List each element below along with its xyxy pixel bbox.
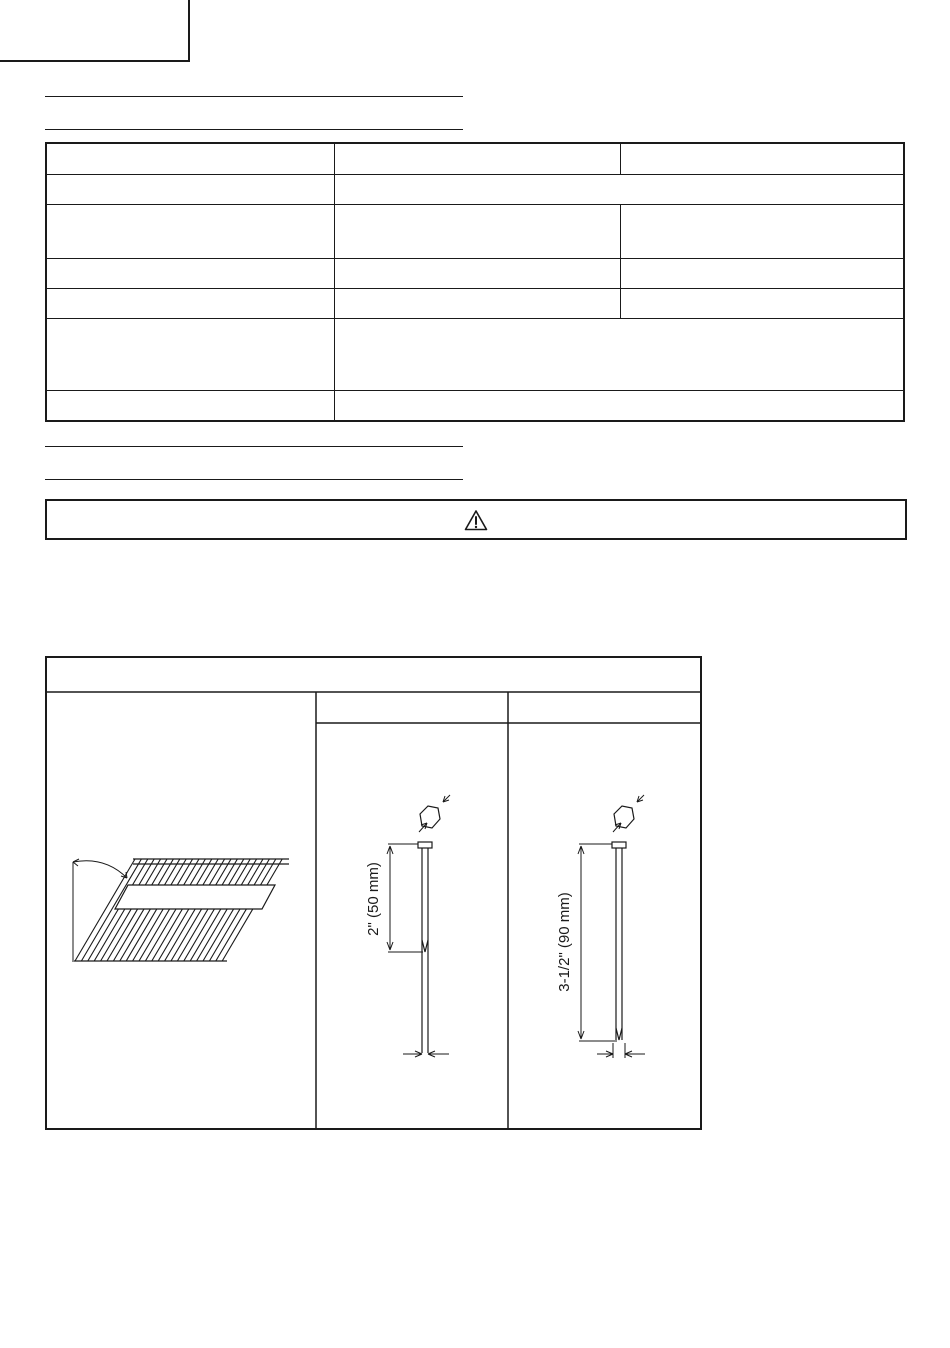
strip-nail (165, 859, 225, 961)
table-row (46, 288, 904, 318)
strip-nail (209, 859, 269, 961)
strip-nail (152, 859, 212, 961)
strip-nail (139, 859, 199, 961)
table-cell (335, 204, 621, 258)
section-rule-2-top (45, 446, 463, 447)
long-nail-diagram (556, 795, 645, 1058)
table-row (46, 319, 904, 391)
table-cell (335, 288, 621, 318)
strip-nail (88, 859, 148, 961)
strip-nail (120, 859, 180, 961)
table-cell (621, 258, 905, 288)
table-cell (46, 391, 335, 421)
short-nail-length-label: 2" (50 mm) (365, 862, 382, 936)
page-tab (0, 0, 190, 62)
nail-table-drawing (45, 656, 702, 1130)
strip-nail (222, 859, 282, 961)
table-cell (46, 143, 335, 174)
section-rule-1-top (45, 96, 463, 97)
nail-strip-illustration (73, 859, 289, 962)
table-cell (46, 319, 335, 391)
strip-nail (171, 859, 231, 961)
table-row (46, 143, 904, 174)
strip-nail (190, 859, 250, 961)
strip-nail (94, 859, 154, 961)
strip-nail (158, 859, 218, 961)
section-rule-1-bottom (45, 129, 463, 130)
table-row (46, 258, 904, 288)
table-cell (621, 288, 905, 318)
table-row (46, 174, 904, 204)
strip-nail (126, 859, 186, 961)
table-cell (335, 258, 621, 288)
table-cell (46, 258, 335, 288)
short-nail-diagram (365, 795, 450, 1057)
section-rule-2-bottom (45, 479, 463, 480)
table-cell (335, 319, 905, 391)
strip-nail (101, 859, 161, 961)
strip-nail (145, 859, 205, 961)
strip-nail (133, 859, 193, 961)
table-cell (46, 174, 335, 204)
strip-nail (177, 859, 237, 961)
table-cell (621, 204, 905, 258)
table-cell (46, 204, 335, 258)
table-cell (335, 391, 905, 421)
specifications-table (45, 142, 905, 422)
strip-nail (81, 859, 141, 961)
table-row (46, 391, 904, 421)
strip-nail (184, 859, 244, 961)
strip-nail (203, 859, 263, 961)
warning-triangle-icon (464, 509, 488, 531)
strip-nail (197, 859, 257, 961)
strip-nail (216, 859, 276, 961)
strip-nail (107, 859, 167, 961)
caution-box (45, 499, 907, 540)
table-cell (335, 174, 905, 204)
table-cell (46, 288, 335, 318)
long-nail-length-label: 3-1/2" (90 mm) (556, 892, 573, 992)
strip-nail (75, 859, 135, 961)
table-row (46, 204, 904, 258)
table-cell (621, 143, 905, 174)
nail-table (45, 656, 702, 1130)
table-cell (335, 143, 621, 174)
